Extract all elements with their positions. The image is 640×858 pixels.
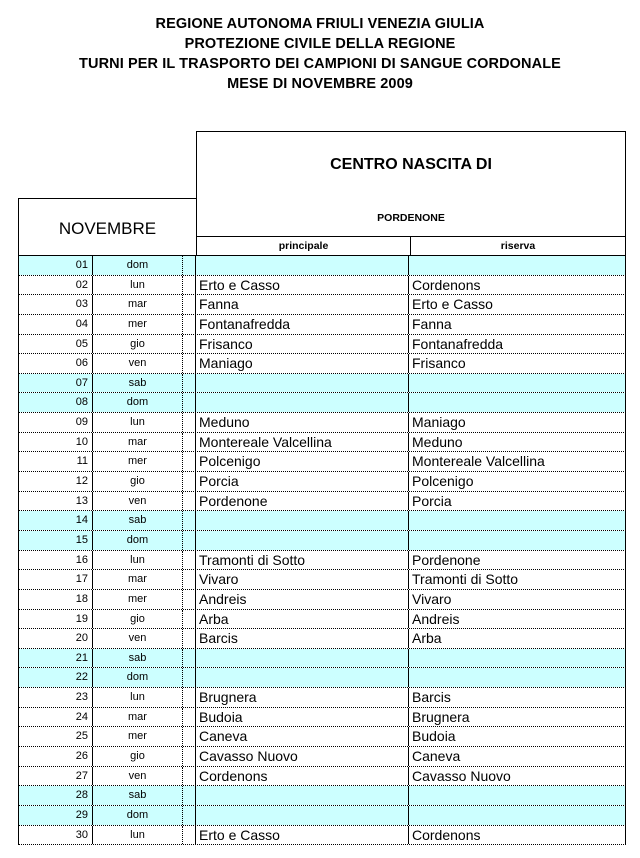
principale-cell: Pordenone	[196, 492, 409, 511]
spacer-cell	[183, 610, 196, 629]
day-number-cell: 05	[18, 335, 93, 354]
spacer-cell	[183, 826, 196, 845]
spacer-cell	[183, 688, 196, 707]
riserva-cell	[409, 649, 626, 668]
spacer-cell	[183, 295, 196, 314]
day-of-week-cell: gio	[93, 335, 183, 354]
principale-cell: Brugnera	[196, 688, 409, 707]
principale-cell: Andreis	[196, 590, 409, 609]
centro-nascita-header	[196, 131, 626, 237]
spacer-cell	[183, 511, 196, 530]
principale-cell: Arba	[196, 610, 409, 629]
table-row	[18, 688, 626, 708]
day-of-week-cell: mer	[93, 590, 183, 609]
spacer-cell	[183, 354, 196, 373]
table-row	[18, 335, 626, 355]
principale-cell	[196, 649, 409, 668]
riserva-cell: Brugnera	[409, 708, 626, 727]
day-of-week-cell: dom	[93, 668, 183, 687]
spacer-cell	[183, 747, 196, 766]
spacer-cell	[183, 413, 196, 432]
table-row	[18, 629, 626, 649]
principale-cell: Cordenons	[196, 767, 409, 786]
principale-cell	[196, 256, 409, 275]
riserva-cell: Tramonti di Sotto	[409, 570, 626, 589]
spacer-cell	[183, 708, 196, 727]
principale-cell: Fanna	[196, 295, 409, 314]
riserva-cell: Maniago	[409, 413, 626, 432]
principale-cell: Meduno	[196, 413, 409, 432]
table-row	[18, 610, 626, 630]
riserva-cell	[409, 511, 626, 530]
day-number-cell: 02	[18, 276, 93, 295]
riserva-cell	[409, 668, 626, 687]
day-of-week-cell: sab	[93, 374, 183, 393]
day-of-week-cell: sab	[93, 649, 183, 668]
day-number-cell: 01	[18, 256, 93, 275]
centro-name: PORDENONE	[377, 212, 445, 224]
spacer-cell	[183, 786, 196, 805]
day-of-week-cell: lun	[93, 551, 183, 570]
table-row	[18, 590, 626, 610]
day-number-cell: 19	[18, 610, 93, 629]
table-row	[18, 570, 626, 590]
day-of-week-cell: lun	[93, 276, 183, 295]
riserva-cell: Cordenons	[409, 826, 626, 845]
day-of-week-cell: dom	[93, 256, 183, 275]
riserva-cell: Montereale Valcellina	[409, 452, 626, 471]
col-principale-header: principale	[197, 237, 411, 255]
table-row	[18, 295, 626, 315]
table-row	[18, 668, 626, 688]
principale-cell	[196, 511, 409, 530]
header-turni-title: TURNI PER IL TRASPORTO DEI CAMPIONI DI SANGUE CORDONALE	[79, 56, 561, 72]
day-of-week-cell: sab	[93, 786, 183, 805]
table-row	[18, 433, 626, 453]
riserva-cell: Frisanco	[409, 354, 626, 373]
day-number-cell: 23	[18, 688, 93, 707]
spacer-cell	[183, 590, 196, 609]
spacer-cell	[183, 570, 196, 589]
day-number-cell: 20	[18, 629, 93, 648]
spacer-cell	[183, 276, 196, 295]
table-row	[18, 551, 626, 571]
principale-cell	[196, 806, 409, 825]
principale-cell: Budoia	[196, 708, 409, 727]
principale-cell: Porcia	[196, 472, 409, 491]
day-of-week-cell: mar	[93, 570, 183, 589]
day-of-week-cell: mer	[93, 727, 183, 746]
spacer-cell	[183, 551, 196, 570]
spacer-cell	[183, 452, 196, 471]
riserva-cell: Andreis	[409, 610, 626, 629]
table-row	[18, 413, 626, 433]
riserva-cell: Erto e Casso	[409, 295, 626, 314]
principale-cell: Barcis	[196, 629, 409, 648]
table-row	[18, 256, 626, 276]
riserva-cell: Caneva	[409, 747, 626, 766]
riserva-cell: Pordenone	[409, 551, 626, 570]
day-number-cell: 30	[18, 826, 93, 845]
riserva-cell: Barcis	[409, 688, 626, 707]
table-row	[18, 452, 626, 472]
day-of-week-cell: mar	[93, 433, 183, 452]
table-row	[18, 531, 626, 551]
table-row	[18, 649, 626, 669]
day-of-week-cell: sab	[93, 511, 183, 530]
day-number-cell: 11	[18, 452, 93, 471]
spacer-cell	[183, 374, 196, 393]
day-number-cell: 15	[18, 531, 93, 550]
day-number-cell: 09	[18, 413, 93, 432]
spacer-cell	[183, 256, 196, 275]
riserva-cell	[409, 256, 626, 275]
spacer-cell	[183, 727, 196, 746]
day-number-cell: 14	[18, 511, 93, 530]
header-protezione-civile: PROTEZIONE CIVILE DELLA REGIONE	[184, 36, 456, 52]
day-number-cell: 07	[18, 374, 93, 393]
day-number-cell: 27	[18, 767, 93, 786]
riserva-cell: Cavasso Nuovo	[409, 767, 626, 786]
day-of-week-cell: dom	[93, 806, 183, 825]
day-number-cell: 03	[18, 295, 93, 314]
day-number-cell: 24	[18, 708, 93, 727]
table-row	[18, 315, 626, 335]
principale-cell: Tramonti di Sotto	[196, 551, 409, 570]
spacer-cell	[183, 629, 196, 648]
day-number-cell: 22	[18, 668, 93, 687]
principale-cell	[196, 393, 409, 412]
day-number-cell: 06	[18, 354, 93, 373]
day-of-week-cell: dom	[93, 531, 183, 550]
table-row	[18, 354, 626, 374]
day-of-week-cell: mar	[93, 708, 183, 727]
spacer-cell	[183, 649, 196, 668]
day-of-week-cell: lun	[93, 826, 183, 845]
day-of-week-cell: dom	[93, 393, 183, 412]
col-riserva-header: riserva	[500, 240, 536, 252]
spacer-cell	[183, 472, 196, 491]
riserva-cell: Fontanafredda	[409, 335, 626, 354]
day-of-week-cell: mer	[93, 315, 183, 334]
day-number-cell: 12	[18, 472, 93, 491]
header-month: MESE DI NOVEMBRE 2009	[227, 76, 413, 92]
table-row	[18, 276, 626, 296]
riserva-cell: Budoia	[409, 727, 626, 746]
principale-cell: Frisanco	[196, 335, 409, 354]
riserva-cell	[409, 374, 626, 393]
day-number-cell: 25	[18, 727, 93, 746]
day-number-cell: 17	[18, 570, 93, 589]
column-subheaders	[196, 236, 626, 256]
day-number-cell: 08	[18, 393, 93, 412]
principale-cell	[196, 668, 409, 687]
day-number-cell: 04	[18, 315, 93, 334]
principale-cell: Erto e Casso	[196, 276, 409, 295]
riserva-cell: Polcenigo	[409, 472, 626, 491]
day-of-week-cell: ven	[93, 354, 183, 373]
principale-cell: Montereale Valcellina	[196, 433, 409, 452]
day-of-week-cell: gio	[93, 747, 183, 766]
table-row	[18, 767, 626, 787]
table-row	[18, 393, 626, 413]
table-row	[18, 806, 626, 826]
month-header-cell	[18, 198, 197, 256]
spacer-cell	[183, 806, 196, 825]
spacer-cell	[183, 315, 196, 334]
spacer-cell	[183, 335, 196, 354]
riserva-cell: Fanna	[409, 315, 626, 334]
day-of-week-cell: gio	[93, 610, 183, 629]
riserva-cell: Porcia	[409, 492, 626, 511]
spacer-cell	[183, 531, 196, 550]
day-number-cell: 28	[18, 786, 93, 805]
principale-cell: Fontanafredda	[196, 315, 409, 334]
principale-cell: Caneva	[196, 727, 409, 746]
day-of-week-cell: mar	[93, 295, 183, 314]
table-row	[18, 826, 626, 846]
spacer-cell	[183, 433, 196, 452]
table-row	[18, 374, 626, 394]
table-row	[18, 708, 626, 728]
riserva-cell: Cordenons	[409, 276, 626, 295]
day-number-cell: 10	[18, 433, 93, 452]
principale-cell: Polcenigo	[196, 452, 409, 471]
riserva-cell	[409, 786, 626, 805]
day-number-cell: 13	[18, 492, 93, 511]
principale-cell: Erto e Casso	[196, 826, 409, 845]
riserva-cell	[409, 393, 626, 412]
day-of-week-cell: lun	[93, 413, 183, 432]
riserva-cell	[409, 531, 626, 550]
day-of-week-cell: ven	[93, 492, 183, 511]
riserva-cell: Vivaro	[409, 590, 626, 609]
principale-cell	[196, 531, 409, 550]
day-of-week-cell: ven	[93, 629, 183, 648]
centro-title: CENTRO NASCITA DI	[330, 156, 492, 173]
day-of-week-cell: ven	[93, 767, 183, 786]
day-of-week-cell: gio	[93, 472, 183, 491]
principale-cell: Maniago	[196, 354, 409, 373]
header-region: REGIONE AUTONOMA FRIULI VENEZIA GIULIA	[155, 16, 485, 32]
month-label: NOVEMBRE	[58, 219, 157, 238]
table-row	[18, 492, 626, 512]
table-row	[18, 511, 626, 531]
table-row	[18, 786, 626, 806]
riserva-cell	[409, 806, 626, 825]
spacer-cell	[183, 393, 196, 412]
principale-cell	[196, 374, 409, 393]
day-number-cell: 18	[18, 590, 93, 609]
principale-cell: Vivaro	[196, 570, 409, 589]
document-header	[0, 14, 640, 94]
day-number-cell: 26	[18, 747, 93, 766]
spacer-cell	[183, 767, 196, 786]
day-number-cell: 16	[18, 551, 93, 570]
spacer-cell	[183, 668, 196, 687]
principale-cell	[196, 786, 409, 805]
table-row	[18, 472, 626, 492]
schedule-table	[18, 256, 626, 845]
day-number-cell: 21	[18, 649, 93, 668]
riserva-cell: Meduno	[409, 433, 626, 452]
table-row	[18, 727, 626, 747]
day-number-cell: 29	[18, 806, 93, 825]
day-of-week-cell: lun	[93, 688, 183, 707]
principale-cell: Cavasso Nuovo	[196, 747, 409, 766]
table-row	[18, 747, 626, 767]
riserva-cell: Arba	[409, 629, 626, 648]
day-of-week-cell: mer	[93, 452, 183, 471]
spacer-cell	[183, 492, 196, 511]
